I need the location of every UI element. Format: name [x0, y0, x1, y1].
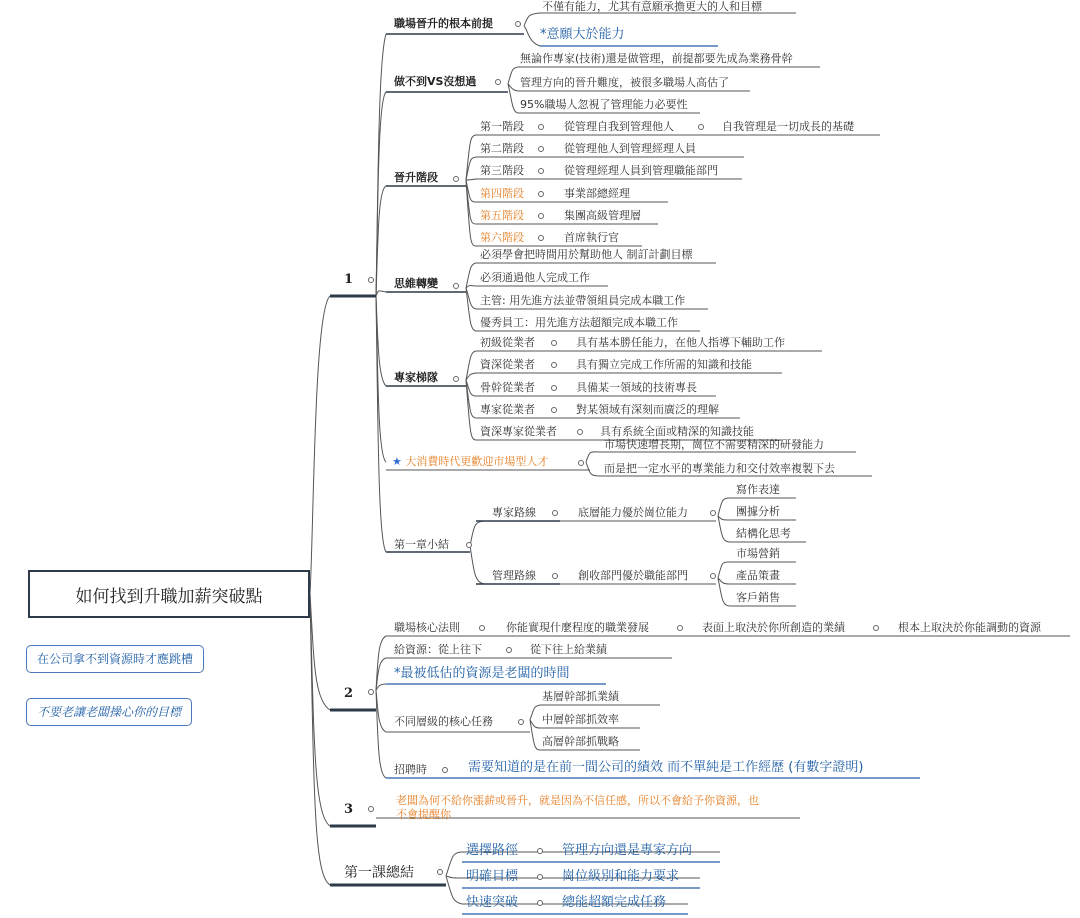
collapse-toggle-icon[interactable] — [538, 146, 544, 152]
section-1-label[interactable]: 1 — [344, 272, 354, 287]
stage-desc[interactable]: 首席執行官 — [564, 231, 619, 244]
expert-level[interactable]: 專家從業者 — [480, 403, 535, 416]
mindset-item[interactable]: 必須學會把時間用於幫助他人 制訂計劃目標 — [480, 248, 693, 261]
market-item[interactable]: 市場快速增長期，崗位不需要精深的研發能力 — [604, 438, 824, 451]
collapse-toggle-icon[interactable] — [453, 176, 459, 182]
premise-item-1[interactable]: 不僅有能力，尤其有意願承擔更大的人和目標 — [542, 0, 762, 13]
collapse-toggle-icon[interactable] — [368, 806, 374, 812]
collapse-toggle-icon[interactable] — [442, 767, 448, 773]
collapse-toggle-icon[interactable] — [537, 874, 543, 880]
collapse-toggle-icon[interactable] — [578, 460, 584, 466]
expert-desc[interactable]: 對某領域有深刻而廣泛的理解 — [576, 403, 719, 416]
not-done-item-1[interactable]: 無論作專家(技術)還是做管理，前提都要先成為業務骨幹 — [520, 52, 793, 65]
summary-value[interactable]: 管理方向還是專家方向 — [562, 843, 693, 858]
collapse-toggle-icon[interactable] — [538, 191, 544, 197]
stages-label[interactable]: 晉升階段 — [394, 171, 438, 184]
underestimated-resource[interactable]: *最被低估的資源是老闆的時間 — [394, 666, 570, 681]
stage-extra[interactable]: 自我管理是一切成長的基礎 — [722, 120, 854, 133]
route-item[interactable]: 團據分析 — [736, 505, 780, 518]
mindset-label[interactable]: 思維轉變 — [394, 277, 438, 290]
expert-level[interactable]: 資深從業者 — [480, 358, 535, 371]
collapse-toggle-icon[interactable] — [453, 376, 459, 382]
section-3-label[interactable]: 3 — [344, 802, 354, 817]
section-3-text-line-1[interactable]: 老闆為何不給你漲薪或晉升，就是因為不信任感，所以不會給予你資源，也 — [396, 794, 759, 807]
stage-name[interactable]: 第六階段 — [480, 231, 524, 244]
floating-note-boss[interactable]: 不要老讓老闆操心你的目標 — [26, 698, 192, 726]
section-2-label[interactable]: 2 — [344, 686, 354, 701]
resources-item[interactable]: 從下往上給業績 — [530, 643, 607, 656]
task-item[interactable]: 中層幹部抓效率 — [542, 713, 619, 726]
collapse-toggle-icon[interactable] — [453, 283, 459, 289]
stage-desc[interactable]: 事業部總經理 — [564, 187, 630, 200]
mindset-item[interactable]: 必須通過他人完成工作 — [480, 271, 590, 284]
resources-label[interactable]: 給資源：從上往下 — [394, 643, 482, 656]
summary-key[interactable]: 選擇路徑 — [466, 843, 519, 858]
floating-note-jump[interactable]: 在公司拿不到資源時才應跳槽 — [26, 645, 204, 673]
manage-route-desc[interactable]: 創收部門優於職能部門 — [578, 569, 688, 582]
hiring-desc[interactable]: 需要知道的是在前一間公司的績效 而不單純是工作經歷 (有數字證明) — [468, 760, 864, 775]
not-done-item-3[interactable]: 95%職場人忽視了管理能力必要性 — [520, 98, 688, 111]
star-icon: ★ — [392, 455, 402, 468]
collapse-toggle-icon[interactable] — [677, 625, 683, 631]
collapse-toggle-icon[interactable] — [551, 340, 557, 346]
task-item[interactable]: 基層幹部抓業績 — [542, 690, 619, 703]
expert-desc[interactable]: 具備某一領域的技術專長 — [576, 381, 697, 394]
expert-desc[interactable]: 具有基本勝任能力，在他人指導下輔助工作 — [576, 336, 785, 349]
collapse-toggle-icon[interactable] — [538, 168, 544, 174]
market-label[interactable] — [392, 454, 548, 470]
central-topic[interactable]: 如何找到升職加薪突破點 — [28, 570, 310, 618]
stage-desc[interactable]: 從管理自我到管理他人 — [564, 120, 674, 133]
collapse-toggle-icon[interactable] — [515, 21, 521, 27]
stage-desc[interactable]: 從管理經理人員到管理職能部門 — [564, 164, 718, 177]
collapse-toggle-icon[interactable] — [551, 407, 557, 413]
expert-desc[interactable]: 具有系統全面或精深的知識技能 — [600, 425, 754, 438]
expert-route-desc[interactable]: 底層能力優於崗位能力 — [578, 506, 688, 519]
stage-name[interactable]: 第三階段 — [480, 164, 524, 177]
collapse-toggle-icon[interactable] — [551, 385, 557, 391]
collapse-toggle-icon[interactable] — [506, 647, 512, 653]
summary-value[interactable]: 總能超額完成任務 — [562, 895, 667, 910]
stage-name[interactable]: 第五階段 — [480, 209, 524, 222]
expert-level[interactable]: 初級從業者 — [480, 336, 535, 349]
collapse-toggle-icon[interactable] — [466, 542, 472, 548]
core-rule-label[interactable]: 職場核心法則 — [394, 621, 460, 634]
collapse-toggle-icon[interactable] — [518, 719, 524, 725]
stage-name[interactable]: 第四階段 — [480, 187, 524, 200]
premise-label[interactable]: 職場晉升的根本前提 — [394, 17, 493, 30]
stage-desc[interactable]: 從管理他人到管理經理人員 — [564, 142, 696, 155]
collapse-toggle-icon[interactable] — [710, 510, 716, 516]
collapse-toggle-icon[interactable] — [873, 625, 879, 631]
collapse-toggle-icon[interactable] — [537, 900, 543, 906]
expert-level[interactable]: 資深專家從業者 — [480, 425, 557, 438]
summary-key[interactable]: 明確目標 — [466, 869, 519, 884]
not-done-label[interactable]: 做不到VS沒想過 — [394, 75, 477, 88]
stage-name[interactable]: 第二階段 — [480, 142, 524, 155]
collapse-toggle-icon[interactable] — [538, 124, 544, 130]
stage-name[interactable]: 第一階段 — [480, 120, 524, 133]
task-item[interactable]: 高層幹部抓戰略 — [542, 735, 619, 748]
mindset-item[interactable]: 主管: 用先進方法並帶領組員完成本職工作 — [480, 294, 686, 307]
route-item[interactable]: 市場營銷 — [736, 547, 780, 560]
chapter-summary-label[interactable]: 第一章小結 — [394, 538, 449, 551]
hiring-label[interactable]: 招聘時 — [394, 763, 427, 776]
collapse-toggle-icon[interactable] — [710, 573, 716, 579]
collapse-toggle-icon[interactable] — [538, 235, 544, 241]
collapse-toggle-icon[interactable] — [698, 124, 704, 130]
mindset-item[interactable]: 優秀員工：用先進方法超額完成本職工作 — [480, 316, 678, 329]
summary-key[interactable]: 快速突破 — [466, 895, 519, 910]
summary-value[interactable]: 崗位級別和能力要求 — [562, 869, 680, 884]
not-done-item-2[interactable]: 管理方向的晉升難度，被很多職場人高估了 — [520, 76, 729, 89]
route-item[interactable]: 寫作表達 — [736, 483, 780, 496]
core-rule-item[interactable]: 表面上取決於你所創造的業績 — [702, 621, 845, 634]
collapse-toggle-icon[interactable] — [552, 510, 558, 516]
core-rule-item[interactable]: 根本上取決於你能調動的資源 — [898, 621, 1041, 634]
collapse-toggle-icon[interactable] — [552, 573, 558, 579]
collapse-toggle-icon[interactable] — [577, 429, 583, 435]
collapse-toggle-icon[interactable] — [479, 625, 485, 631]
market-label-text: 大消費時代更歡迎市場型人才 — [405, 455, 549, 468]
route-item[interactable]: 結構化思考 — [736, 527, 791, 540]
route-item[interactable]: 客戶銷售 — [736, 591, 780, 604]
stage-desc[interactable]: 集團高級管理層 — [564, 209, 641, 222]
expert-route-label[interactable]: 專家路線 — [492, 506, 536, 519]
core-rule-item[interactable]: 你能實現什麼程度的職業發展 — [506, 621, 649, 634]
collapse-toggle-icon[interactable] — [368, 689, 374, 695]
section-3-text-line-2[interactable]: 不會提醒你 — [396, 808, 451, 821]
expert-desc[interactable]: 具有獨立完成工作所需的知識和技能 — [576, 358, 752, 371]
course-summary-label[interactable]: 第一課總結 — [344, 865, 414, 881]
expert-level[interactable]: 骨幹從業者 — [480, 381, 535, 394]
collapse-toggle-icon[interactable] — [437, 869, 443, 875]
route-item[interactable]: 產品策畫 — [736, 569, 780, 582]
collapse-toggle-icon[interactable] — [551, 362, 557, 368]
manage-route-label[interactable]: 管理路線 — [492, 569, 536, 582]
collapse-toggle-icon[interactable] — [368, 277, 374, 283]
tasks-label[interactable]: 不同層級的核心任務 — [394, 715, 493, 728]
collapse-toggle-icon[interactable] — [495, 79, 501, 85]
collapse-toggle-icon[interactable] — [538, 213, 544, 219]
experts-label[interactable]: 專家梯隊 — [394, 371, 438, 384]
market-item[interactable]: 而是把一定水平的專業能力和交付效率複製下去 — [604, 462, 835, 475]
premise-item-2[interactable]: *意願大於能力 — [540, 27, 625, 42]
collapse-toggle-icon[interactable] — [537, 848, 543, 854]
